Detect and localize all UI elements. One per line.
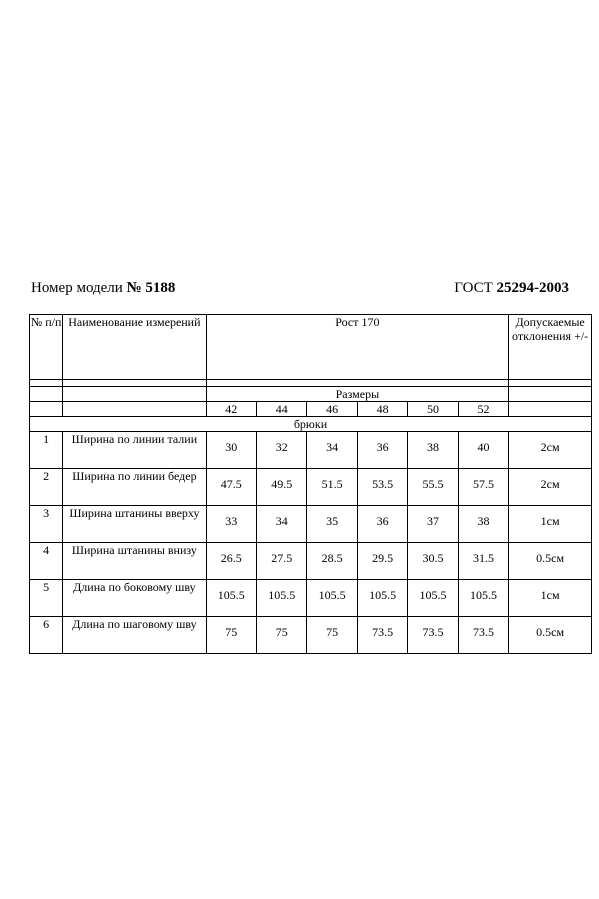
sizes-label: Размеры	[206, 387, 509, 402]
row-size-value: 73.5	[458, 617, 509, 654]
row-measurement-name: Ширина штанины вверху	[63, 506, 206, 543]
row-measurement-name: Ширина по линии бедер	[63, 469, 206, 506]
row-size-value: 51.5	[307, 469, 357, 506]
row-size-value: 35	[307, 506, 357, 543]
row-size-value: 40	[458, 432, 509, 469]
model-number-value: № 5188	[126, 280, 176, 296]
row-measurement-name: Длина по шаговому шву	[63, 617, 206, 654]
row-tolerance: 2см	[509, 469, 592, 506]
row-number: 4	[30, 543, 63, 580]
row-tolerance: 1см	[509, 506, 592, 543]
row-size-value: 75	[307, 617, 357, 654]
row-size-value: 75	[206, 617, 256, 654]
row-size-value: 38	[458, 506, 509, 543]
measurement-table	[29, 314, 592, 654]
column-header-height: Рост 170	[206, 315, 509, 380]
row-number: 6	[30, 617, 63, 654]
size-header: 52	[458, 402, 509, 417]
column-header-number: № п/п	[30, 315, 63, 380]
garment-category: брюки	[30, 417, 592, 432]
size-header: 44	[256, 402, 306, 417]
row-size-value: 34	[307, 432, 357, 469]
row-size-value: 31.5	[458, 543, 509, 580]
row-size-value: 57.5	[458, 469, 509, 506]
table-row	[30, 506, 592, 543]
row-size-value: 28.5	[307, 543, 357, 580]
row-measurement-name: Ширина по линии талии	[63, 432, 206, 469]
row-tolerance: 0.5см	[509, 543, 592, 580]
gost-number-value: 25294-2003	[496, 280, 569, 296]
row-size-value: 55.5	[408, 469, 458, 506]
row-size-value: 27.5	[256, 543, 306, 580]
row-tolerance: 2см	[509, 432, 592, 469]
row-size-value: 47.5	[206, 469, 256, 506]
row-size-value: 73.5	[357, 617, 407, 654]
row-size-value: 38	[408, 432, 458, 469]
row-size-value: 53.5	[357, 469, 407, 506]
row-size-value: 73.5	[408, 617, 458, 654]
row-number: 1	[30, 432, 63, 469]
document-header	[31, 280, 569, 302]
table-row	[30, 580, 592, 617]
row-size-value: 105.5	[307, 580, 357, 617]
row-size-value: 105.5	[256, 580, 306, 617]
model-label: Номер модели	[31, 280, 123, 296]
model-number	[31, 280, 175, 297]
row-size-value: 26.5	[206, 543, 256, 580]
table-row	[30, 432, 592, 469]
column-header-name: Наименование измерений	[63, 315, 206, 380]
row-size-value: 29.5	[357, 543, 407, 580]
table-row	[30, 469, 592, 506]
row-size-value: 36	[357, 506, 407, 543]
row-size-value: 105.5	[408, 580, 458, 617]
size-header: 42	[206, 402, 256, 417]
row-size-value: 105.5	[206, 580, 256, 617]
gost-standard	[454, 280, 569, 297]
row-measurement-name: Ширина штанины внизу	[63, 543, 206, 580]
gost-label: ГОСТ	[454, 280, 493, 296]
row-size-value: 34	[256, 506, 306, 543]
table-row	[30, 617, 592, 654]
row-size-value: 105.5	[458, 580, 509, 617]
size-header: 50	[408, 402, 458, 417]
row-size-value: 32	[256, 432, 306, 469]
row-size-value: 105.5	[357, 580, 407, 617]
column-header-tolerance: Допускаемые отклонения +/-	[509, 315, 592, 380]
row-tolerance: 0.5см	[509, 617, 592, 654]
row-size-value: 49.5	[256, 469, 306, 506]
row-number: 5	[30, 580, 63, 617]
row-tolerance: 1см	[509, 580, 592, 617]
measurement-rows	[30, 432, 592, 654]
row-number: 2	[30, 469, 63, 506]
table-row	[30, 543, 592, 580]
size-header: 48	[357, 402, 407, 417]
row-size-value: 37	[408, 506, 458, 543]
row-size-value: 36	[357, 432, 407, 469]
row-measurement-name: Длина по боковому шву	[63, 580, 206, 617]
row-size-value: 30.5	[408, 543, 458, 580]
row-size-value: 30	[206, 432, 256, 469]
row-size-value: 33	[206, 506, 256, 543]
row-size-value: 75	[256, 617, 306, 654]
row-number: 3	[30, 506, 63, 543]
size-header: 46	[307, 402, 357, 417]
